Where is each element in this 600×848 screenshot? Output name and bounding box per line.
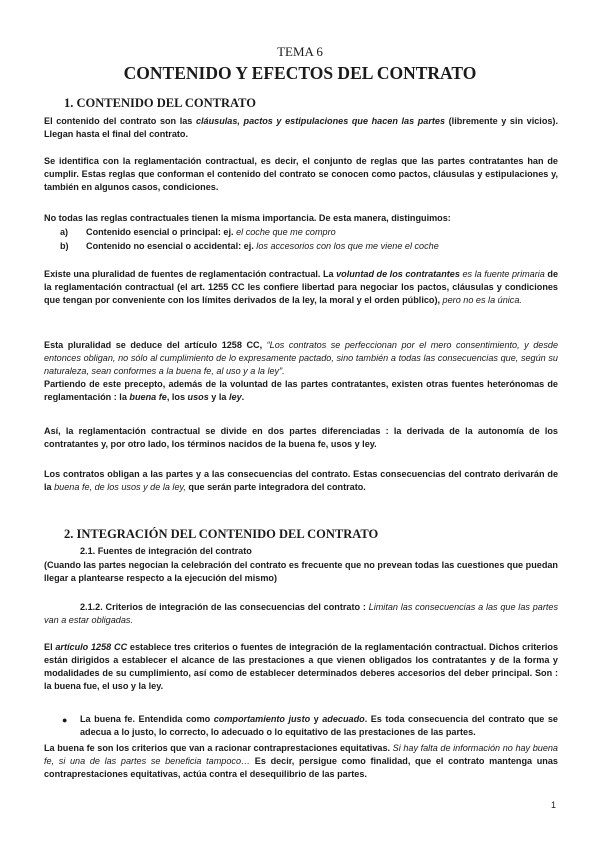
text-run-italic: es la fuente primaria xyxy=(459,269,545,279)
text-run-italic: usos xyxy=(187,392,209,402)
list-item xyxy=(60,240,439,253)
text-run: Los contratos obligan a las partes y a las consecuencias del contrato. Estas consecuencias del contrato derivarán de la xyxy=(44,469,558,492)
text-run-italic: comportamiento justo xyxy=(213,714,311,724)
text-run: , los xyxy=(166,392,188,402)
section-2-heading: 2. INTEGRACIÓN DEL CONTENIDO DEL CONTRATO xyxy=(64,527,379,541)
subsection-2-1-2-heading xyxy=(44,601,558,627)
text-run: establece tres criterios o fuentes de integración de la reglamentación contractual. Dichos criterios están dirigidos a establecer el alcance de las prestaciones a que vienen obligados los contratantes y de la forma y modalidades de su cumplimiento, así como de establecer determinados deberes accesorios del deber principal. Son : la buena fue, el uso y la ley. xyxy=(44,642,559,691)
section-2-paragraph-1 xyxy=(44,641,558,693)
subsection-2-1-heading: 2.1. Fuentes de integración del contrato xyxy=(80,546,252,556)
text-run: de la reglamentación contractual (el art. 1255 CC les confiere libertad para negociar los pactos, cláusulas y condiciones que tengan por conveniente con los límites derivados de la ley, la moral y el orden público), xyxy=(44,269,559,305)
list-label: Contenido esencial o principal: ej. xyxy=(86,227,234,237)
section-1-paragraph-2: Se identifica con la reglamentación contractual, es decir, el conjunto de reglas que las partes contratantes han de cumplir. Estas reglas que conforman el contenido del contrato se conocen como pactos, cláusulas y estipulaciones y, también en algunos casos, condiciones. xyxy=(44,156,558,192)
text-run: Es decir, persigue como finalidad, que el contrato mantenga unas contraprestaciones equitativas, actúa contra el desequilibrio de las partes. xyxy=(44,756,558,779)
list-example: los accesorios con los que me viene el coche xyxy=(253,241,439,251)
text-run: La buena fe xyxy=(80,714,133,724)
section-1-paragraph-6: Así, la reglamentación contractual se divide en dos partes diferenciadas : la derivada de la autonomía de los contratantes y, por otro lado, los términos nacidos de la buena fe, usos y ley. xyxy=(44,426,558,449)
subsection-2-1-note: (Cuando las partes negocian la celebración del contrato es frecuente que no prevean todas las cuestiones que puedan llegar a plantearse respecto a la ejecución del mismo) xyxy=(44,560,558,583)
text-run: Partiendo de este precepto, además de la voluntad de las partes contratantes, existen otras fuentes heterónomas de reglamentación : la xyxy=(44,379,558,402)
text-run: Esta pluralidad se deduce del artículo 1258 CC, xyxy=(44,340,267,350)
page-number: 1 xyxy=(551,800,557,810)
text-run-italic: Limitan las consecuencias a las que las partes van a estar obligadas. xyxy=(44,602,558,625)
list-label: Contenido no esencial o accidental: ej. xyxy=(86,241,254,251)
list-example: el coche que me compro xyxy=(233,227,336,237)
bullet-icon: ● xyxy=(62,715,68,725)
text-run: . Es toda consecuencia del contrato que se adecua a lo justo, lo correcto, lo adecuado o lo equitativo de las prestaciones de las partes. xyxy=(80,714,558,737)
section-1-paragraph-5 xyxy=(44,339,558,404)
section-1-paragraph-3: No todas las reglas contractuales tienen la misma importancia. De esta manera, distinguimos: xyxy=(44,213,451,223)
text-run: . xyxy=(241,392,245,402)
section-1-paragraph-7 xyxy=(44,468,558,494)
text-run-italic: adecuado xyxy=(322,714,365,724)
section-1-heading: 1. CONTENIDO DEL CONTRATO xyxy=(64,96,256,110)
list-marker: a) xyxy=(60,227,69,237)
text-run-italic: buena fe xyxy=(129,392,167,402)
section-1-paragraph-4 xyxy=(44,268,558,307)
list-item xyxy=(60,226,336,239)
page-title: CONTENIDO Y EFECTOS DEL CONTRATO xyxy=(123,63,477,83)
text-run: El xyxy=(44,642,56,652)
text-run-italic: artículo 1258 CC xyxy=(55,642,128,652)
list-marker: b) xyxy=(60,241,69,251)
text-run-italic: “Los contratos se perfeccionan por el mero consentimiento, y desde entonces obligan, no sólo al cumplimiento de lo expresamente pactado, sino también a todas las consecuencias que, según su naturaleza, sean conformes a la buena fe, al uso y a la ley”. xyxy=(44,340,558,376)
text-run: . Entendida como xyxy=(132,714,214,724)
section-2-paragraph-2 xyxy=(44,742,558,781)
text-run-italic: pero no es la única. xyxy=(442,295,522,305)
text-run: y la xyxy=(208,392,229,402)
section-1-paragraph-1 xyxy=(44,115,558,141)
topic-label: TEMA 6 xyxy=(277,44,323,59)
text-run: 2.1.2. Criterios de integración de las consecuencias del contrato : xyxy=(80,602,369,612)
text-run: que serán parte integradora del contrato. xyxy=(185,482,366,492)
text-run-italic: cláusulas, pactos y estipulaciones que hacen las partes xyxy=(195,116,446,126)
text-run-italic: Si hay falta de información no hay buena fe, si una de las partes se beneficia tampoco… xyxy=(44,743,558,766)
text-run: La buena fe son los criterios que van a racionar contraprestaciones equitativas. xyxy=(44,743,393,753)
text-run: Existe una pluralidad de fuentes de reglamentación contractual. La xyxy=(44,269,337,279)
text-run-italic: voluntad de los contratantes xyxy=(336,269,460,279)
bullet-paragraph xyxy=(80,713,558,739)
text-run-italic: buena fe, de los usos y de la ley, xyxy=(54,482,186,492)
text-run: El contenido del contrato son las xyxy=(44,116,196,126)
text-run-italic: ley xyxy=(229,392,242,402)
text-run: y xyxy=(310,714,323,724)
text-run: (libremente y sin vicios). Llegan hasta el final del contrato. xyxy=(44,116,558,139)
